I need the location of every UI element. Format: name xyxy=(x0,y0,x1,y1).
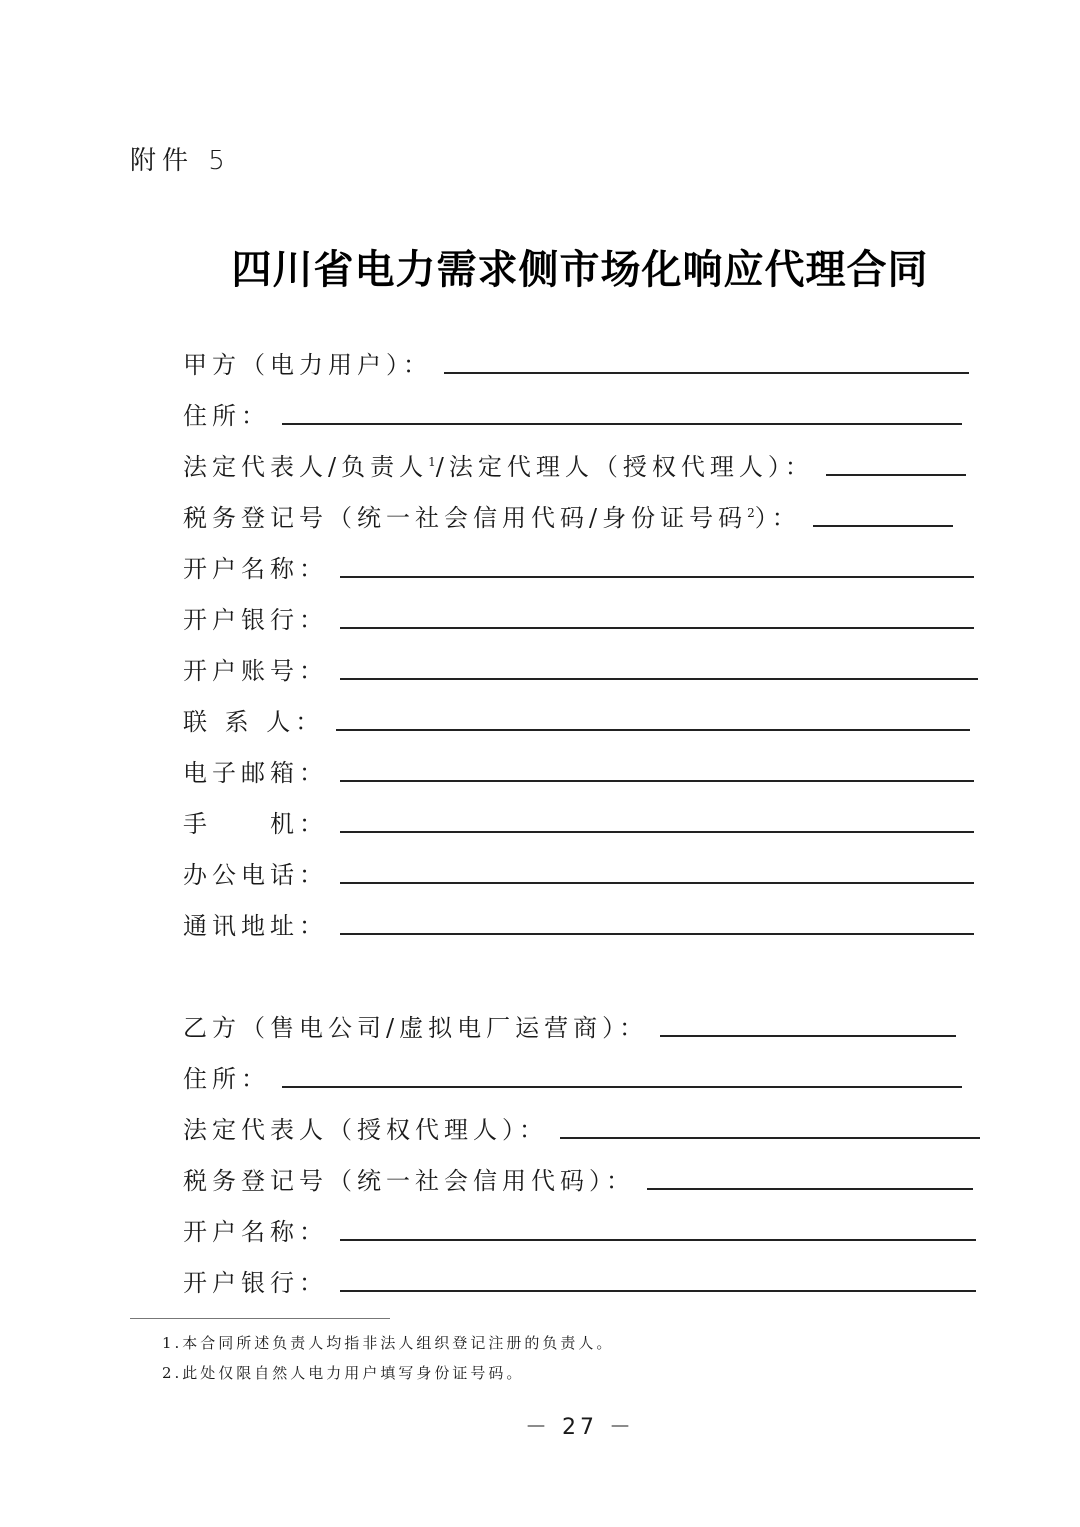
field-party-a-legal-rep xyxy=(183,442,966,482)
blank-line[interactable] xyxy=(647,1187,973,1190)
field-party-a xyxy=(183,340,969,380)
blank-line[interactable] xyxy=(340,932,974,935)
blank-line[interactable] xyxy=(340,881,974,884)
blank-line[interactable] xyxy=(340,626,974,629)
blank-line[interactable] xyxy=(340,1238,976,1241)
blank-line[interactable] xyxy=(813,524,953,527)
field-label: 法定代表人/负责人$^1$/法定代理人（授权代理人）： xyxy=(183,453,814,481)
field-label: 通讯地址： xyxy=(183,912,328,940)
document-title: 四川省电力需求侧市场化响应代理合同 xyxy=(231,246,929,293)
field-label: 法定代表人（授权代理人）： xyxy=(183,1116,548,1144)
blank-line[interactable] xyxy=(660,1034,956,1037)
field-party-b xyxy=(183,1003,956,1043)
blank-line[interactable] xyxy=(336,728,970,731)
blank-line[interactable] xyxy=(340,1289,976,1292)
page-number: － 27 － xyxy=(525,1415,635,1440)
field-label: 电子邮箱： xyxy=(183,759,328,787)
field-party-b-legal-rep xyxy=(183,1105,980,1145)
blank-line[interactable] xyxy=(826,473,966,476)
blank-line[interactable] xyxy=(282,1085,962,1088)
blank-line[interactable] xyxy=(340,779,974,782)
footnote-2: 2.此处仅限自然人电力用户填写身份证号码。 xyxy=(162,1364,525,1382)
blank-line[interactable] xyxy=(340,677,978,680)
field-label: 税务登记号（统一社会信用代码/身份证号码$^2$）： xyxy=(183,504,801,532)
field-party-b-tax-id xyxy=(183,1156,973,1196)
field-party-a-contact xyxy=(183,697,970,737)
attachment-label: 附件 5 xyxy=(130,146,231,176)
field-label: 住所： xyxy=(183,1065,270,1093)
field-party-b-account-name xyxy=(183,1207,976,1247)
field-party-a-mailing-address xyxy=(183,901,974,941)
blank-line[interactable] xyxy=(282,422,962,425)
field-label: 联 系 人： xyxy=(183,708,325,736)
field-label: 甲方（电力用户）： xyxy=(183,351,432,379)
field-label: 开户银行： xyxy=(183,606,328,634)
blank-line[interactable] xyxy=(560,1136,980,1139)
field-label: 开户银行： xyxy=(183,1269,328,1297)
field-party-a-account-name xyxy=(183,544,974,584)
field-label: 开户名称： xyxy=(183,555,328,583)
footnote-divider xyxy=(130,1318,390,1319)
field-label: 税务登记号（统一社会信用代码）： xyxy=(183,1167,635,1195)
field-label: 手 机： xyxy=(183,810,328,838)
field-party-a-bank xyxy=(183,595,974,635)
field-label: 开户名称： xyxy=(183,1218,328,1246)
field-label: 住所： xyxy=(183,402,270,430)
field-party-a-email xyxy=(183,748,974,788)
field-party-b-bank xyxy=(183,1258,976,1298)
blank-line[interactable] xyxy=(340,830,974,833)
field-label: 办公电话： xyxy=(183,861,328,889)
footnote-ref-1: 1 xyxy=(428,455,436,469)
field-party-a-mobile xyxy=(183,799,974,839)
blank-line[interactable] xyxy=(444,371,969,374)
field-party-a-tax-id xyxy=(183,493,953,533)
field-party-a-address xyxy=(183,391,962,431)
footnote-1: 1.本合同所述负责人均指非法人组织登记注册的负责人。 xyxy=(162,1334,615,1352)
footnote-ref-2: 2 xyxy=(747,506,755,520)
field-label: 乙方（售电公司/虚拟电厂运营商）： xyxy=(183,1014,649,1042)
field-party-a-office-phone xyxy=(183,850,974,890)
field-label: 开户账号： xyxy=(183,657,328,685)
field-party-a-account-number xyxy=(183,646,978,686)
field-party-b-address xyxy=(183,1054,962,1094)
blank-line[interactable] xyxy=(340,575,974,578)
